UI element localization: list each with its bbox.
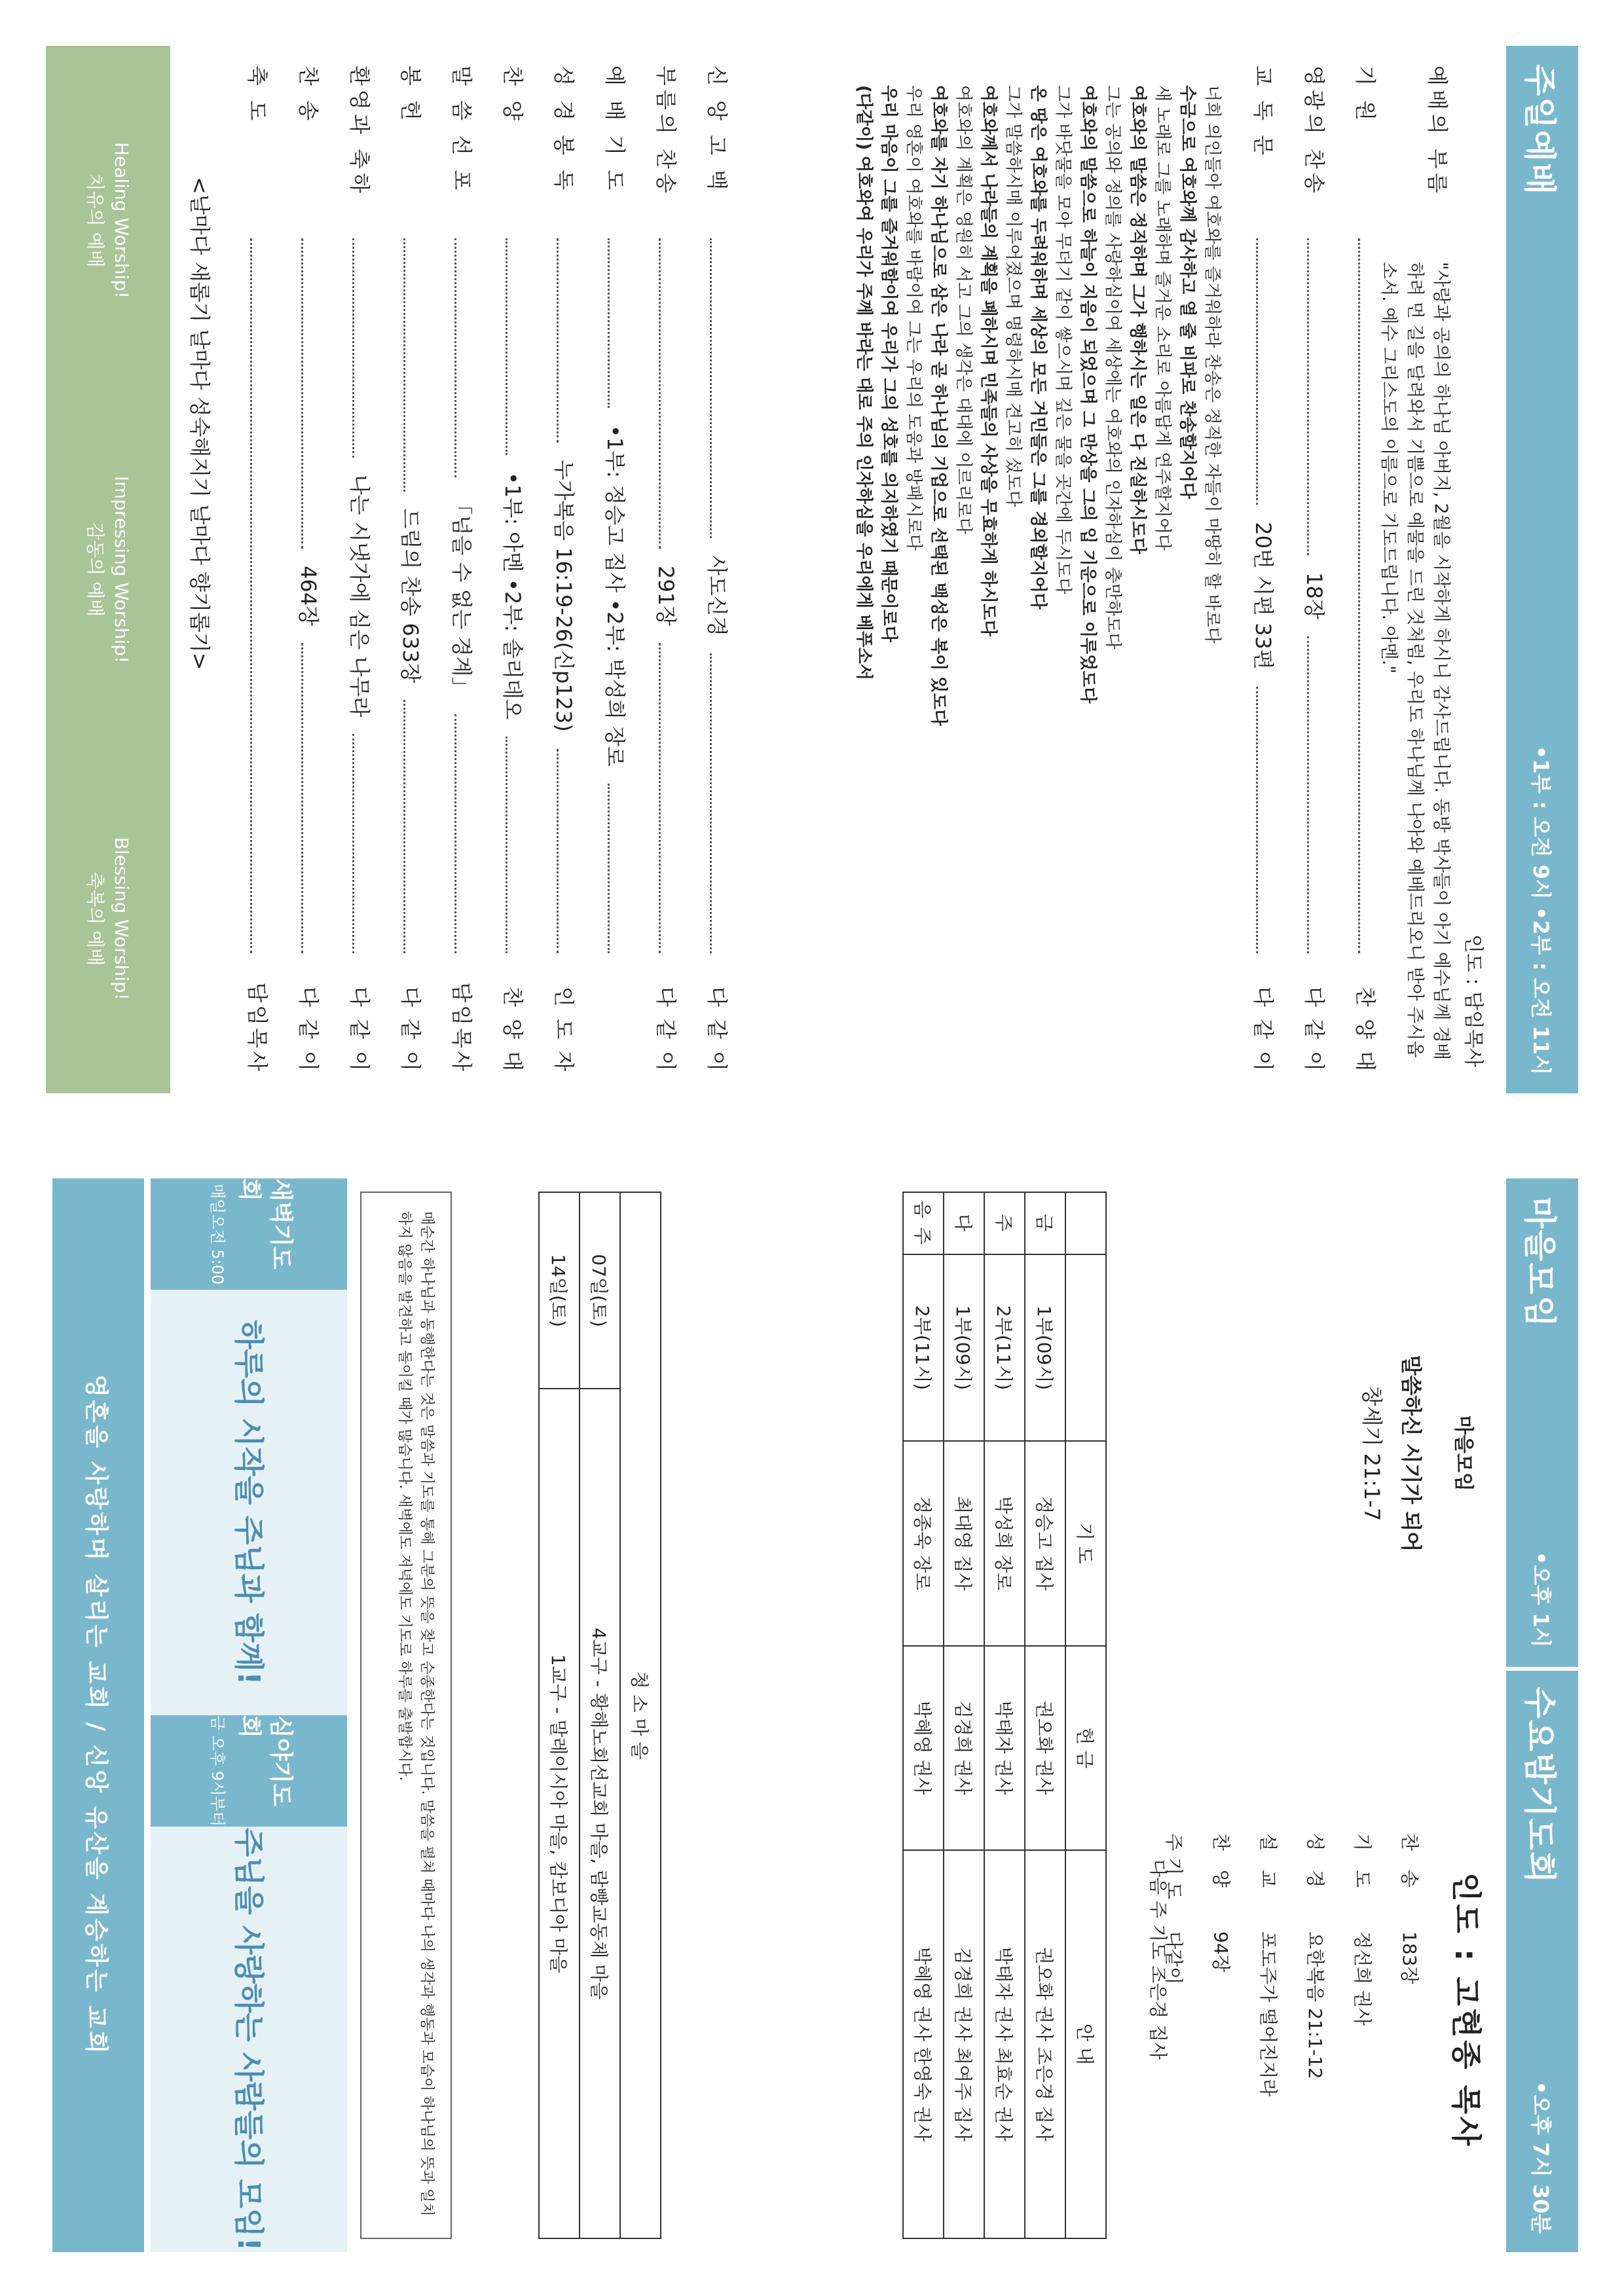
order-leader: 찬 양 대 xyxy=(1353,986,1378,1074)
table-row xyxy=(984,1192,1025,2238)
table-row xyxy=(1025,1192,1065,2238)
footer-cell xyxy=(46,744,170,1093)
reading-line: 그가 말씀하시매 이루어졌으며 명령하시매 견고히 섰도다 xyxy=(1003,85,1023,507)
footer-ko: 치유의 예배 xyxy=(84,173,106,268)
order-label: 예 배 기 도 xyxy=(602,65,627,194)
call-to-worship-text: "사랑과 공의의 하나님 아버지, 2월을 시작하게 하시니 감사드립니다. 동방 박사들이 아기 예수님께 경배하려 먼 길을 달려와서 기쁨으로 예물을 드린 것처럼, 우리도 하나님께 나아와 예배드리오니 받아 주시옵소서. 예수 그리스도의 이름으로 기도드립니다. 아멘." xyxy=(1378,262,1451,1061)
reading-line: 우리 영혼이 여호와를 바람이여 그는 우리의 도움과 방패시로다 xyxy=(904,85,923,551)
footer-cell xyxy=(46,46,170,395)
meetings-header xyxy=(1506,1178,1578,2252)
table-cell: 정종욱 장로 xyxy=(903,1441,944,1645)
reading-line: 여호와의 계획은 영원히 서고 그의 생각은 대대에 이르리로다 xyxy=(953,85,973,534)
wednesday-label: 설 교 xyxy=(1257,1833,1279,1894)
reading-line: 그는 공의와 정의를 사랑하심이여 세상에는 여호와의 인자하심이 충만하도다 xyxy=(1103,85,1122,649)
dot-leader xyxy=(1307,238,1326,555)
sunday-footer xyxy=(46,46,170,1093)
wednesday-label: 찬 양 xyxy=(1210,1833,1232,1894)
sunday-leader: 인도 : 담임목사 xyxy=(1462,934,1485,1067)
service-table-body xyxy=(903,1192,1065,2238)
order-content: 누가복음 16:19-26(신p123) xyxy=(551,460,576,732)
table-cell: 김경희 권사 xyxy=(944,1646,984,1850)
reading-line: 우리 마음이 그를 즐거워함이여 우리가 그의 성호를 의지하였기 때문이로다 xyxy=(879,85,898,643)
dot-leader xyxy=(352,734,371,953)
dot-leader xyxy=(454,714,473,953)
sunday-title: 주일예배 xyxy=(1521,64,1559,196)
prayer-note: 매순간 하나님과 동행한다는 것은 말씀과 기도를 통해 그분의 뜻을 찾고 순종한다는 것입니다. 말씀을 펼쳐 때마다 나의 생각과 행동과 모습이 하나님의 뜻과 일치하지 않음을 발견하고 돌이킬 때가 많습니다. 새벽에도 저녁에도 기도로 하루를 출발합시다. xyxy=(360,1192,452,2239)
order-row xyxy=(478,65,529,1074)
sunday-times: •1부 : 오전 9시 •2부 : 오전 11시 xyxy=(1528,745,1553,1075)
cleaning-row xyxy=(580,1192,620,2238)
table-cell: 금 xyxy=(1025,1192,1065,1254)
wednesday-value: 정선희 권사 xyxy=(1352,1931,1373,2026)
wednesday-row xyxy=(1340,1833,1387,2226)
reading-line: 너희 의인들아 여호와를 즐거워하라 찬송은 정직한 자들이 마땅히 할 바로다 xyxy=(1202,85,1222,644)
order-leader: 다 같 이 xyxy=(1302,986,1327,1074)
cleaning-text: 1교구 - 말레이시아 마을, 캄보디아 마을 xyxy=(539,1389,580,2238)
wednesday-value: 183장 xyxy=(1399,1931,1420,1984)
reading-line: 온 땅은 여호와를 두려워하며 세상의 모든 거민들은 그를 경외할지어다 xyxy=(1028,85,1048,610)
service-table xyxy=(902,1192,1107,2239)
order-leader: 인 도 자 xyxy=(551,986,576,1074)
sunday-worship-panel xyxy=(46,46,1578,1093)
order-row xyxy=(1228,65,1280,1074)
table-row xyxy=(903,1192,944,2238)
order-label: 찬 양 xyxy=(500,65,525,124)
dot-leader xyxy=(403,238,422,492)
table-cell: 박성희 장로 xyxy=(984,1441,1025,1645)
wednesday-value: 다같이 xyxy=(1163,1931,1185,1985)
sunday-header xyxy=(1506,46,1578,1093)
tile-time: 매일오전 5:00 xyxy=(208,1183,227,1285)
order-row xyxy=(223,65,274,1074)
order-leader: 다 같 이 xyxy=(398,986,423,1074)
order-content: 나는 시냇가에 심은 나무라 xyxy=(347,474,372,718)
call-label: 예배의 부름 xyxy=(1425,65,1450,197)
table-cell: 김경희 권사 최여주 집사 xyxy=(944,1850,984,2238)
table-header-cell: 기 도 xyxy=(1065,1441,1106,1645)
order-label: 축 도 xyxy=(245,65,270,124)
order-leader: 다 같 이 xyxy=(705,986,729,1074)
order-leader: 담임목사 xyxy=(245,982,270,1074)
order-leader: 다 같 이 xyxy=(1251,986,1276,1074)
dot-leader xyxy=(506,737,525,953)
order-leader: 다 같 이 xyxy=(654,986,678,1074)
table-cell: 박태자 권사 xyxy=(984,1646,1025,1850)
order-leader: 담임목사 xyxy=(449,982,474,1074)
table-cell: 권오화 권사 조은경 집사 xyxy=(1025,1850,1065,2238)
reading-line: 여호와께서 나라들의 계획을 폐하시며 민족들의 사상을 무효하게 하시도다 xyxy=(978,85,998,636)
order-row xyxy=(376,65,427,1074)
footer-en: Healing Worship! xyxy=(111,142,132,299)
closing-motto: <날마다 새롭기 날마다 성숙해지기 날마다 향기롭기> xyxy=(187,177,212,670)
footer-ko: 감동의 예배 xyxy=(84,522,106,617)
wednesday-label: 찬 송 xyxy=(1399,1833,1420,1894)
cleaning-header: 청 소 마 을 xyxy=(620,1192,661,2238)
reading-line: 여호와의 말씀은 정직하며 그가 행하시는 일은 다 진실하시도다 xyxy=(1128,85,1147,555)
order-leader: 다 같 이 xyxy=(347,986,372,1074)
village-title: 마을모임 xyxy=(1521,1197,1559,1329)
next-week-prayer: 다음 주 기도 조은경 집사 xyxy=(1147,1859,1169,2060)
wednesday-row xyxy=(1246,1833,1293,2226)
dot-leader xyxy=(1256,238,1275,505)
dot-leader xyxy=(250,238,269,953)
order-label: 교 독 문 xyxy=(1251,65,1276,160)
prayer-meeting-tiles xyxy=(151,1178,347,2252)
dot-leader xyxy=(557,238,576,443)
tile-title: 심야기도회 xyxy=(236,1715,294,1807)
table-cell: 정승고 집사 xyxy=(1025,1441,1065,1645)
order-row xyxy=(631,65,682,1074)
footer-en: Impressing Worship! xyxy=(111,475,132,664)
order-label: 봉 헌 xyxy=(398,65,423,124)
wednesday-value: 94장 xyxy=(1210,1931,1232,1973)
cleaning-date: 14일(토) xyxy=(539,1192,580,1389)
table-header-cell xyxy=(1065,1192,1106,1254)
wednesday-title: 수요밤기도회 xyxy=(1521,1686,1559,1885)
table-cell: 1부(09시) xyxy=(1025,1254,1065,1441)
table-cell: 박혜영 권사 xyxy=(903,1646,944,1850)
dot-leader xyxy=(710,238,729,538)
dot-leader xyxy=(301,643,320,953)
reading-line: 여호와의 말씀으로 하늘이 지음이 되었으며 그 만상을 그의 입 기운으로 이루었도다 xyxy=(1078,85,1098,704)
table-cell: 박태자 권사 최효순 권사 xyxy=(984,1850,1025,2238)
village-scripture: 창세기 21:1-7 xyxy=(1359,1385,1384,1522)
order-label: 성 경 봉 독 xyxy=(551,65,576,194)
order-label: 기 원 xyxy=(1353,65,1378,124)
wednesday-row xyxy=(1293,1833,1340,2226)
order-row xyxy=(682,65,733,1074)
table-cell: 권오화 권사 xyxy=(1025,1646,1065,1850)
dot-leader xyxy=(557,749,576,953)
wednesday-label: 기 도 xyxy=(1352,1833,1373,1894)
table-cell: 1부(09시) xyxy=(944,1254,984,1441)
order-label: 영광의 찬송 xyxy=(1302,65,1327,197)
meetings-panel xyxy=(46,1178,1578,2252)
tile-time: 금 오후 9시부터 xyxy=(208,1715,227,1827)
village-time: •오후 1시 xyxy=(1528,1551,1553,1648)
order-content: 464장 xyxy=(296,566,321,626)
order-content: 291장 xyxy=(654,566,678,626)
table-cell: 음 주 xyxy=(903,1192,944,1254)
order-row xyxy=(1280,65,1331,1074)
order-label: 부름의 찬송 xyxy=(654,65,678,197)
cleaning-body xyxy=(539,1192,620,2238)
wednesday-time: •오후 7시 30분 xyxy=(1528,2081,1553,2234)
tile-slogan: 하루의 시작을 주님과 함께! xyxy=(151,1290,347,1715)
tile-name xyxy=(151,1715,347,1827)
footer-ko: 축복의 예배 xyxy=(84,871,106,966)
dot-leader xyxy=(403,700,422,953)
order-content: 20번 시편 33편 xyxy=(1251,522,1276,670)
dot-leader xyxy=(710,653,729,953)
tile-slogan: 주님을 사랑하는 사람들의 모임! xyxy=(151,1827,347,2252)
table-header-cell: 안 내 xyxy=(1065,1850,1106,2238)
wednesday-row xyxy=(1387,1833,1434,2226)
tile-name xyxy=(151,1178,347,1290)
reading-line: 수금으로 여호와께 감사하고 열 줄 비파로 찬송할지어다 xyxy=(1177,85,1197,499)
table-cell: 주 xyxy=(984,1192,1025,1254)
order-content: 사도신경 xyxy=(705,555,729,636)
table-header-cell: 헌 금 xyxy=(1065,1646,1106,1850)
dot-leader xyxy=(301,238,320,549)
tile-title: 새벽기도회 xyxy=(236,1178,294,1270)
order-leader: 찬 양 대 xyxy=(500,986,525,1074)
reading-line: (다같이) 여호와여 우리가 주께 바라는 대로 주의 인자하심을 우리에게 베푸소서 xyxy=(854,85,874,680)
dot-leader xyxy=(659,643,678,953)
cleaning-table xyxy=(538,1192,661,2239)
order-content: •1부: 아멘 •2부: 솔리데오 xyxy=(500,472,525,720)
wednesday-leader: 인도 : 고현종 목사 xyxy=(1449,1872,1484,2149)
dot-leader xyxy=(1256,687,1275,953)
service-table-header xyxy=(1065,1192,1106,2238)
order-content: •1부: 정승고 집사 •2부: 박성희 장로 xyxy=(602,425,627,767)
order-label: 환영과 축하 xyxy=(347,65,372,197)
wednesday-value: 요한복음 21:1-12 xyxy=(1304,1931,1326,2079)
dot-leader xyxy=(1307,636,1326,953)
reading-line: 그가 바닷물을 모아 무더기 같이 쌓으시며 깊은 물을 곳간에 두시도다 xyxy=(1053,85,1073,594)
dot-leader xyxy=(506,238,525,455)
order-label: 신 앙 고 백 xyxy=(705,65,729,194)
dot-leader xyxy=(608,238,627,408)
wednesday-label: 성 경 xyxy=(1304,1833,1326,1894)
order-bottom xyxy=(223,65,733,1074)
wednesday-order xyxy=(1151,1833,1434,2226)
cleaning-row xyxy=(539,1192,580,2238)
order-row xyxy=(427,65,478,1074)
dot-leader xyxy=(659,238,678,549)
table-header-cell xyxy=(1065,1254,1106,1441)
order-label: 찬 송 xyxy=(296,65,321,124)
village-subtitle: 마을모임 xyxy=(1452,1415,1475,1491)
wednesday-row xyxy=(1198,1833,1246,2226)
order-row xyxy=(529,65,580,1074)
order-row xyxy=(1331,65,1382,1074)
dot-leader xyxy=(352,238,371,458)
order-leader: 다 같 이 xyxy=(296,986,321,1074)
footer-en: Blessing Worship! xyxy=(111,837,132,1001)
dot-leader xyxy=(608,784,627,953)
order-content: 18장 xyxy=(1302,572,1327,619)
responsive-reading-text xyxy=(851,85,1225,1067)
footer-cell xyxy=(46,395,170,744)
dot-leader xyxy=(454,238,473,477)
wednesday-label: 주기도 xyxy=(1163,1833,1185,1906)
village-theme: 말씀하신 시기가 되어 xyxy=(1399,1355,1424,1552)
order-row xyxy=(274,65,325,1074)
reading-line: 새 노래로 그를 노래하며 즐거운 소리로 아름답게 연주할지어다 xyxy=(1153,85,1172,551)
church-motto: 영혼을 사랑하며 살리는 교회 / 신앙 유산을 계승하는 교회 xyxy=(52,1178,144,2252)
order-row xyxy=(325,65,376,1074)
table-cell: 최대영 집사 xyxy=(944,1441,984,1645)
order-content: 「넘을 수 없는 경계」 xyxy=(449,494,474,698)
wednesday-value: 포도주가 떨어진지라 xyxy=(1257,1931,1279,2097)
table-cell: 2부(11시) xyxy=(984,1254,1025,1441)
cleaning-date: 07일(토) xyxy=(580,1192,620,1389)
table-row xyxy=(944,1192,984,2238)
order-row xyxy=(580,65,631,1074)
reading-line: 여호와를 자기 하나님으로 삼은 나라 곧 하나님의 기업으로 선택된 백성은 복이 있도다 xyxy=(929,85,948,726)
dot-leader xyxy=(1358,238,1377,953)
responsive-reading xyxy=(661,65,1225,1074)
table-cell: 2부(11시) xyxy=(903,1254,944,1441)
cleaning-text: 4교구 - 황해노회선교회 마을, 람빵교동체 마을 xyxy=(580,1389,620,2238)
order-content: 드림의 찬송 633장 xyxy=(398,508,423,683)
order-label: 말 씀 선 포 xyxy=(449,65,474,194)
table-cell: 박혜영 권사 한영숙 권사 xyxy=(903,1850,944,2238)
table-cell: 다 xyxy=(944,1192,984,1254)
order-top xyxy=(1228,65,1382,1074)
